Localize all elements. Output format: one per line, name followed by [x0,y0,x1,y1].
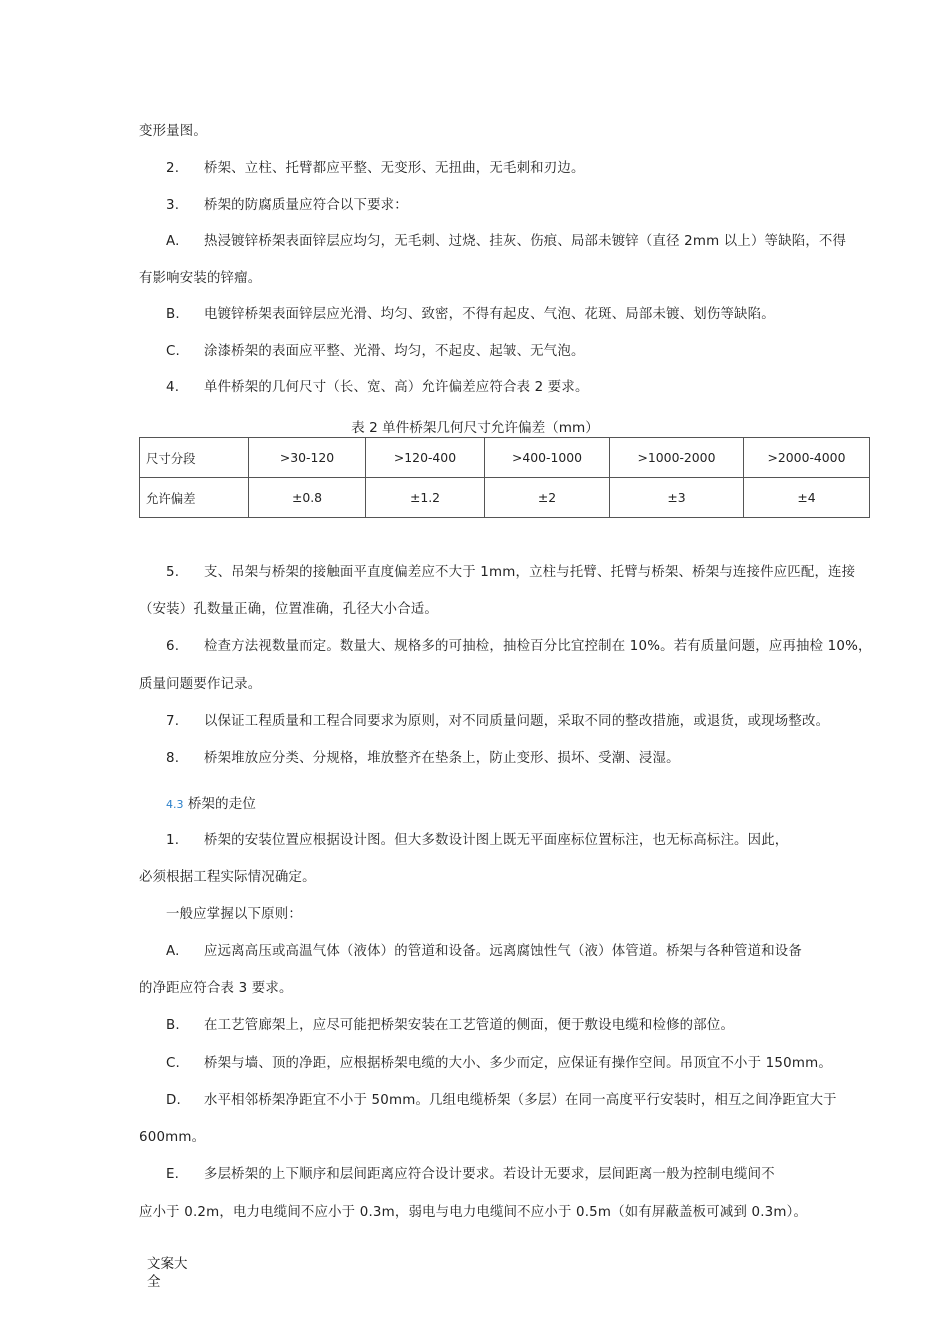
section-title: 桥架的走位 [187,796,256,812]
table-cell: >1000-2000 [610,438,744,478]
table-cell: 允许偏差 [140,478,249,518]
footer-label: 文案大全 [147,1256,188,1290]
section-number: 4.3 [166,798,184,811]
list-item: B. 在工艺管廊架上，应尽可能把桥架安装在工艺管道的侧面，便于敷设电缆和检修的部位。 [166,1018,735,1033]
table-cell: ±2 [485,478,610,518]
list-item: A. 热浸镀锌桥架表面锌层应均匀，无毛刺、过烧、挂灰、伤痕、局部未镀锌（直径 2mm 以上）等缺陷，不得 [166,234,847,249]
list-item: 1. 桥架的安装位置应根据设计图。但大多数设计图上既无平面座标位置标注，也无标高标注。因此， [166,833,789,848]
list-item: C. 桥架与墙、顶的净距，应根据桥架电缆的大小、多少而定，应保证有操作空间。吊顶宜不小于 150mm。 [166,1056,832,1071]
list-item: 3. 桥架的防腐质量应符合以下要求： [166,198,408,213]
list-item: 2. 桥架、立柱、托臂都应平整、无变形、无扭曲，无毛刺和刃边。 [166,161,585,176]
text-line: 一般应掌握以下原则： [166,907,302,922]
table-cell: ±3 [610,478,744,518]
table-row [140,438,870,478]
table-row [140,478,870,518]
list-item: A. 应远离高压或高温气体（液体）的管道和设备。远离腐蚀性气（液）体管道。桥架与各种管道和设备 [166,944,802,959]
list-item: D. 水平相邻桥架净距宜不小于 50mm。几组电缆桥架（多层）在同一高度平行安装时，相互之间净距宜大于 [166,1093,837,1108]
list-item: 4. 单件桥架的几何尺寸（长、宽、高）允许偏差应符合表 2 要求。 [166,380,589,395]
table-caption: 表 2 单件桥架几何尺寸允许偏差（mm） [351,420,599,436]
table-cell: >30-120 [249,438,366,478]
list-item: 6. 检查方法视数量而定。数量大、规格多的可抽检，抽检百分比宜控制在 10%。若有质量问题，应再抽检 10%， [166,639,872,654]
text-line: 有影响安装的锌瘤。 [139,271,262,286]
text-line: 600mm。 [139,1130,206,1145]
text-line: （安装）孔数量正确，位置准确，孔径大小合适。 [139,602,438,617]
list-item: E. 多层桥架的上下顺序和层间距离应符合设计要求。若设计无要求，层间距离一般为控制电缆间不 [166,1167,775,1182]
text-line: 质量问题要作记录。 [139,677,262,692]
text-line: 必须根据工程实际情况确定。 [139,870,316,885]
table-cell: ±0.8 [249,478,366,518]
table-cell: ±1.2 [366,478,485,518]
table-cell: 尺寸分段 [140,438,249,478]
text-line: 应小于 0.2m，电力电缆间不应小于 0.3m，弱电与电力电缆间不应小于 0.5m（如有屏蔽盖板可减到 0.3m）。 [139,1205,808,1220]
list-item: 7. 以保证工程质量和工程合同要求为原则，对不同质量问题，采取不同的整改措施，或退货，或现场整改。 [166,714,830,729]
table-cell: ±4 [744,478,870,518]
list-item: C. 涂漆桥架的表面应平整、光滑、均匀，不起皮、起皱、无气泡。 [166,344,585,359]
table-cell: >400-1000 [485,438,610,478]
list-item: B. 电镀锌桥架表面锌层应光滑、均匀、致密，不得有起皮、气泡、花斑、局部未镀、划伤等缺陷。 [166,307,775,322]
text-line: 变形量图。 [139,124,207,139]
table-cell: >2000-4000 [744,438,870,478]
tolerance-table [139,437,870,518]
text-line: 的净距应符合表 3 要求。 [139,981,293,996]
list-item: 8. 桥架堆放应分类、分规格，堆放整齐在垫条上，防止变形、损坏、受潮、浸湿。 [166,751,680,766]
list-item: 5. 支、吊架与桥架的接触面平直度偏差应不大于 1mm，立柱与托臂、托臂与桥架、桥架与连接件应匹配，连接 [166,565,856,580]
table-cell: >120-400 [366,438,485,478]
section-heading [166,794,256,815]
